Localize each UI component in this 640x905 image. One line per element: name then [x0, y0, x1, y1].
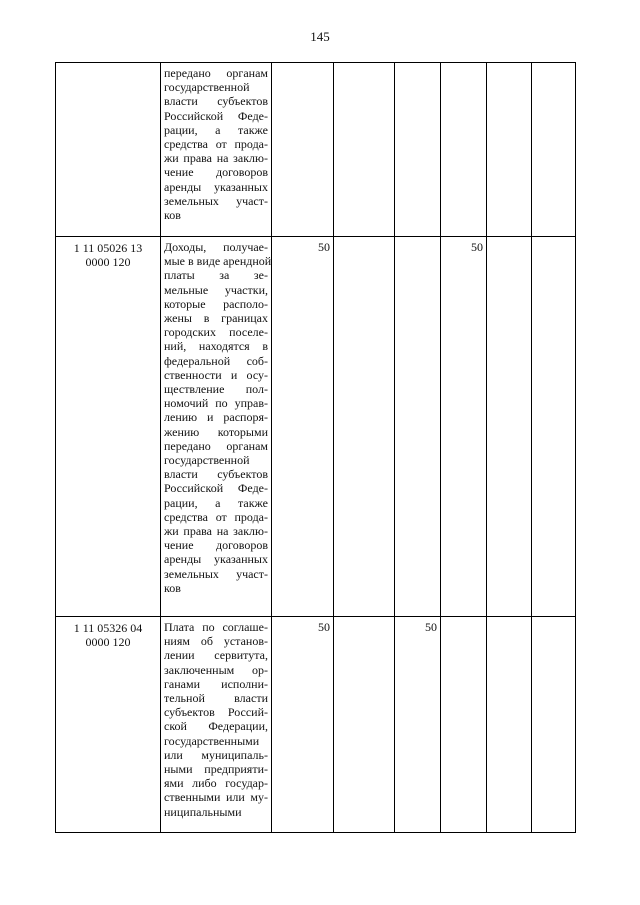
- description-line: ственности и осу-: [164, 367, 268, 382]
- value-cell: [395, 237, 441, 617]
- code-cell: [56, 237, 161, 617]
- code-cell: [56, 63, 161, 237]
- value-cell: [441, 63, 487, 237]
- value-cell: 50: [395, 617, 441, 833]
- description-line: жи права на заклю-: [164, 151, 268, 166]
- value-cell: [487, 617, 532, 833]
- description-line: федеральной соб-: [164, 353, 268, 368]
- description-line: власти субъектов: [164, 94, 268, 109]
- description-line: средства от прода-: [164, 137, 268, 152]
- description-line: жи права на заклю-: [164, 524, 268, 539]
- description-line: земельных участ-: [164, 193, 268, 208]
- description-line: тельной власти: [164, 691, 268, 706]
- description-cell: [161, 63, 272, 237]
- description-line: мые в виде арендной: [164, 254, 272, 269]
- table-row: [56, 617, 576, 833]
- description-line: Плата по соглаше-: [164, 620, 268, 634]
- description-line: средства от прода-: [164, 509, 268, 524]
- description-line: субъектов Россий-: [164, 705, 268, 720]
- description-line: ний, находятся в: [164, 339, 268, 354]
- value-cell: [532, 63, 576, 237]
- description-line: Российской Феде-: [164, 108, 268, 123]
- description-line: передано органам: [164, 438, 268, 453]
- description-line: чение договоров: [164, 538, 268, 553]
- code-line: 1 11 05326 04: [73, 621, 143, 635]
- description-line: земельных участ-: [164, 566, 268, 581]
- description-line: власти субъектов: [164, 467, 268, 482]
- value-cell: 50: [272, 617, 334, 833]
- budget-table: [55, 62, 576, 833]
- value-cell: [334, 617, 395, 833]
- description-cell: [161, 617, 272, 833]
- description-cell: [161, 237, 272, 617]
- code-line: 0000 120: [85, 635, 131, 650]
- description-line: ными предприяти-: [164, 762, 268, 777]
- description-line: ков: [164, 208, 181, 223]
- description-line: чение договоров: [164, 165, 268, 180]
- code-line: 1 11 05026 13: [73, 241, 143, 255]
- description-line: которые располо-: [164, 296, 268, 311]
- table-row: [56, 237, 576, 617]
- value-cell: 50: [441, 237, 487, 617]
- description-line: передано органам: [164, 66, 268, 80]
- description-line: платы за зе-: [164, 268, 268, 283]
- description-line: рации, а также: [164, 122, 268, 137]
- value-cell: [532, 617, 576, 833]
- value-cell: [487, 63, 532, 237]
- description-line: аренды указанных: [164, 179, 268, 194]
- value-cell: [395, 63, 441, 237]
- description-line: жены в границах: [164, 311, 268, 326]
- description-line: рации, а также: [164, 495, 268, 510]
- description-line: ганами исполни-: [164, 676, 268, 691]
- value-cell: [532, 237, 576, 617]
- value-cell: 50: [272, 237, 334, 617]
- value-cell: [487, 237, 532, 617]
- description-line: ями либо государ-: [164, 776, 268, 791]
- description-line: государственной: [164, 80, 250, 95]
- description-line: номочий по управ-: [164, 396, 268, 411]
- description-line: городских поселе-: [164, 325, 268, 340]
- description-line: Российской Феде-: [164, 481, 268, 496]
- code-cell: [56, 617, 161, 833]
- description-line: аренды указанных: [164, 552, 268, 567]
- table-row: [56, 63, 576, 237]
- value-cell: [441, 617, 487, 833]
- description-line: ственными или му-: [164, 790, 268, 805]
- description-line: ской Федерации,: [164, 719, 268, 734]
- description-line: лении сервитута,: [164, 648, 268, 663]
- description-line: Доходы, получае-: [164, 240, 268, 254]
- description-line: или муниципаль-: [164, 747, 268, 762]
- description-line: ков: [164, 580, 181, 595]
- page-number: 145: [310, 29, 330, 44]
- description-line: лению и распоря-: [164, 410, 268, 425]
- value-cell: [334, 63, 395, 237]
- description-line: заключенным ор-: [164, 662, 268, 677]
- description-line: мельные участки,: [164, 282, 268, 297]
- description-line: ниципальными: [164, 804, 242, 819]
- code-line: 0000 120: [85, 255, 131, 270]
- description-line: жению которыми: [164, 424, 268, 439]
- value-cell: [334, 237, 395, 617]
- description-line: ществление пол-: [164, 382, 268, 397]
- value-cell: [272, 63, 334, 237]
- description-line: ниям об установ-: [164, 634, 268, 649]
- description-line: государственными: [164, 733, 260, 748]
- description-line: государственной: [164, 453, 250, 468]
